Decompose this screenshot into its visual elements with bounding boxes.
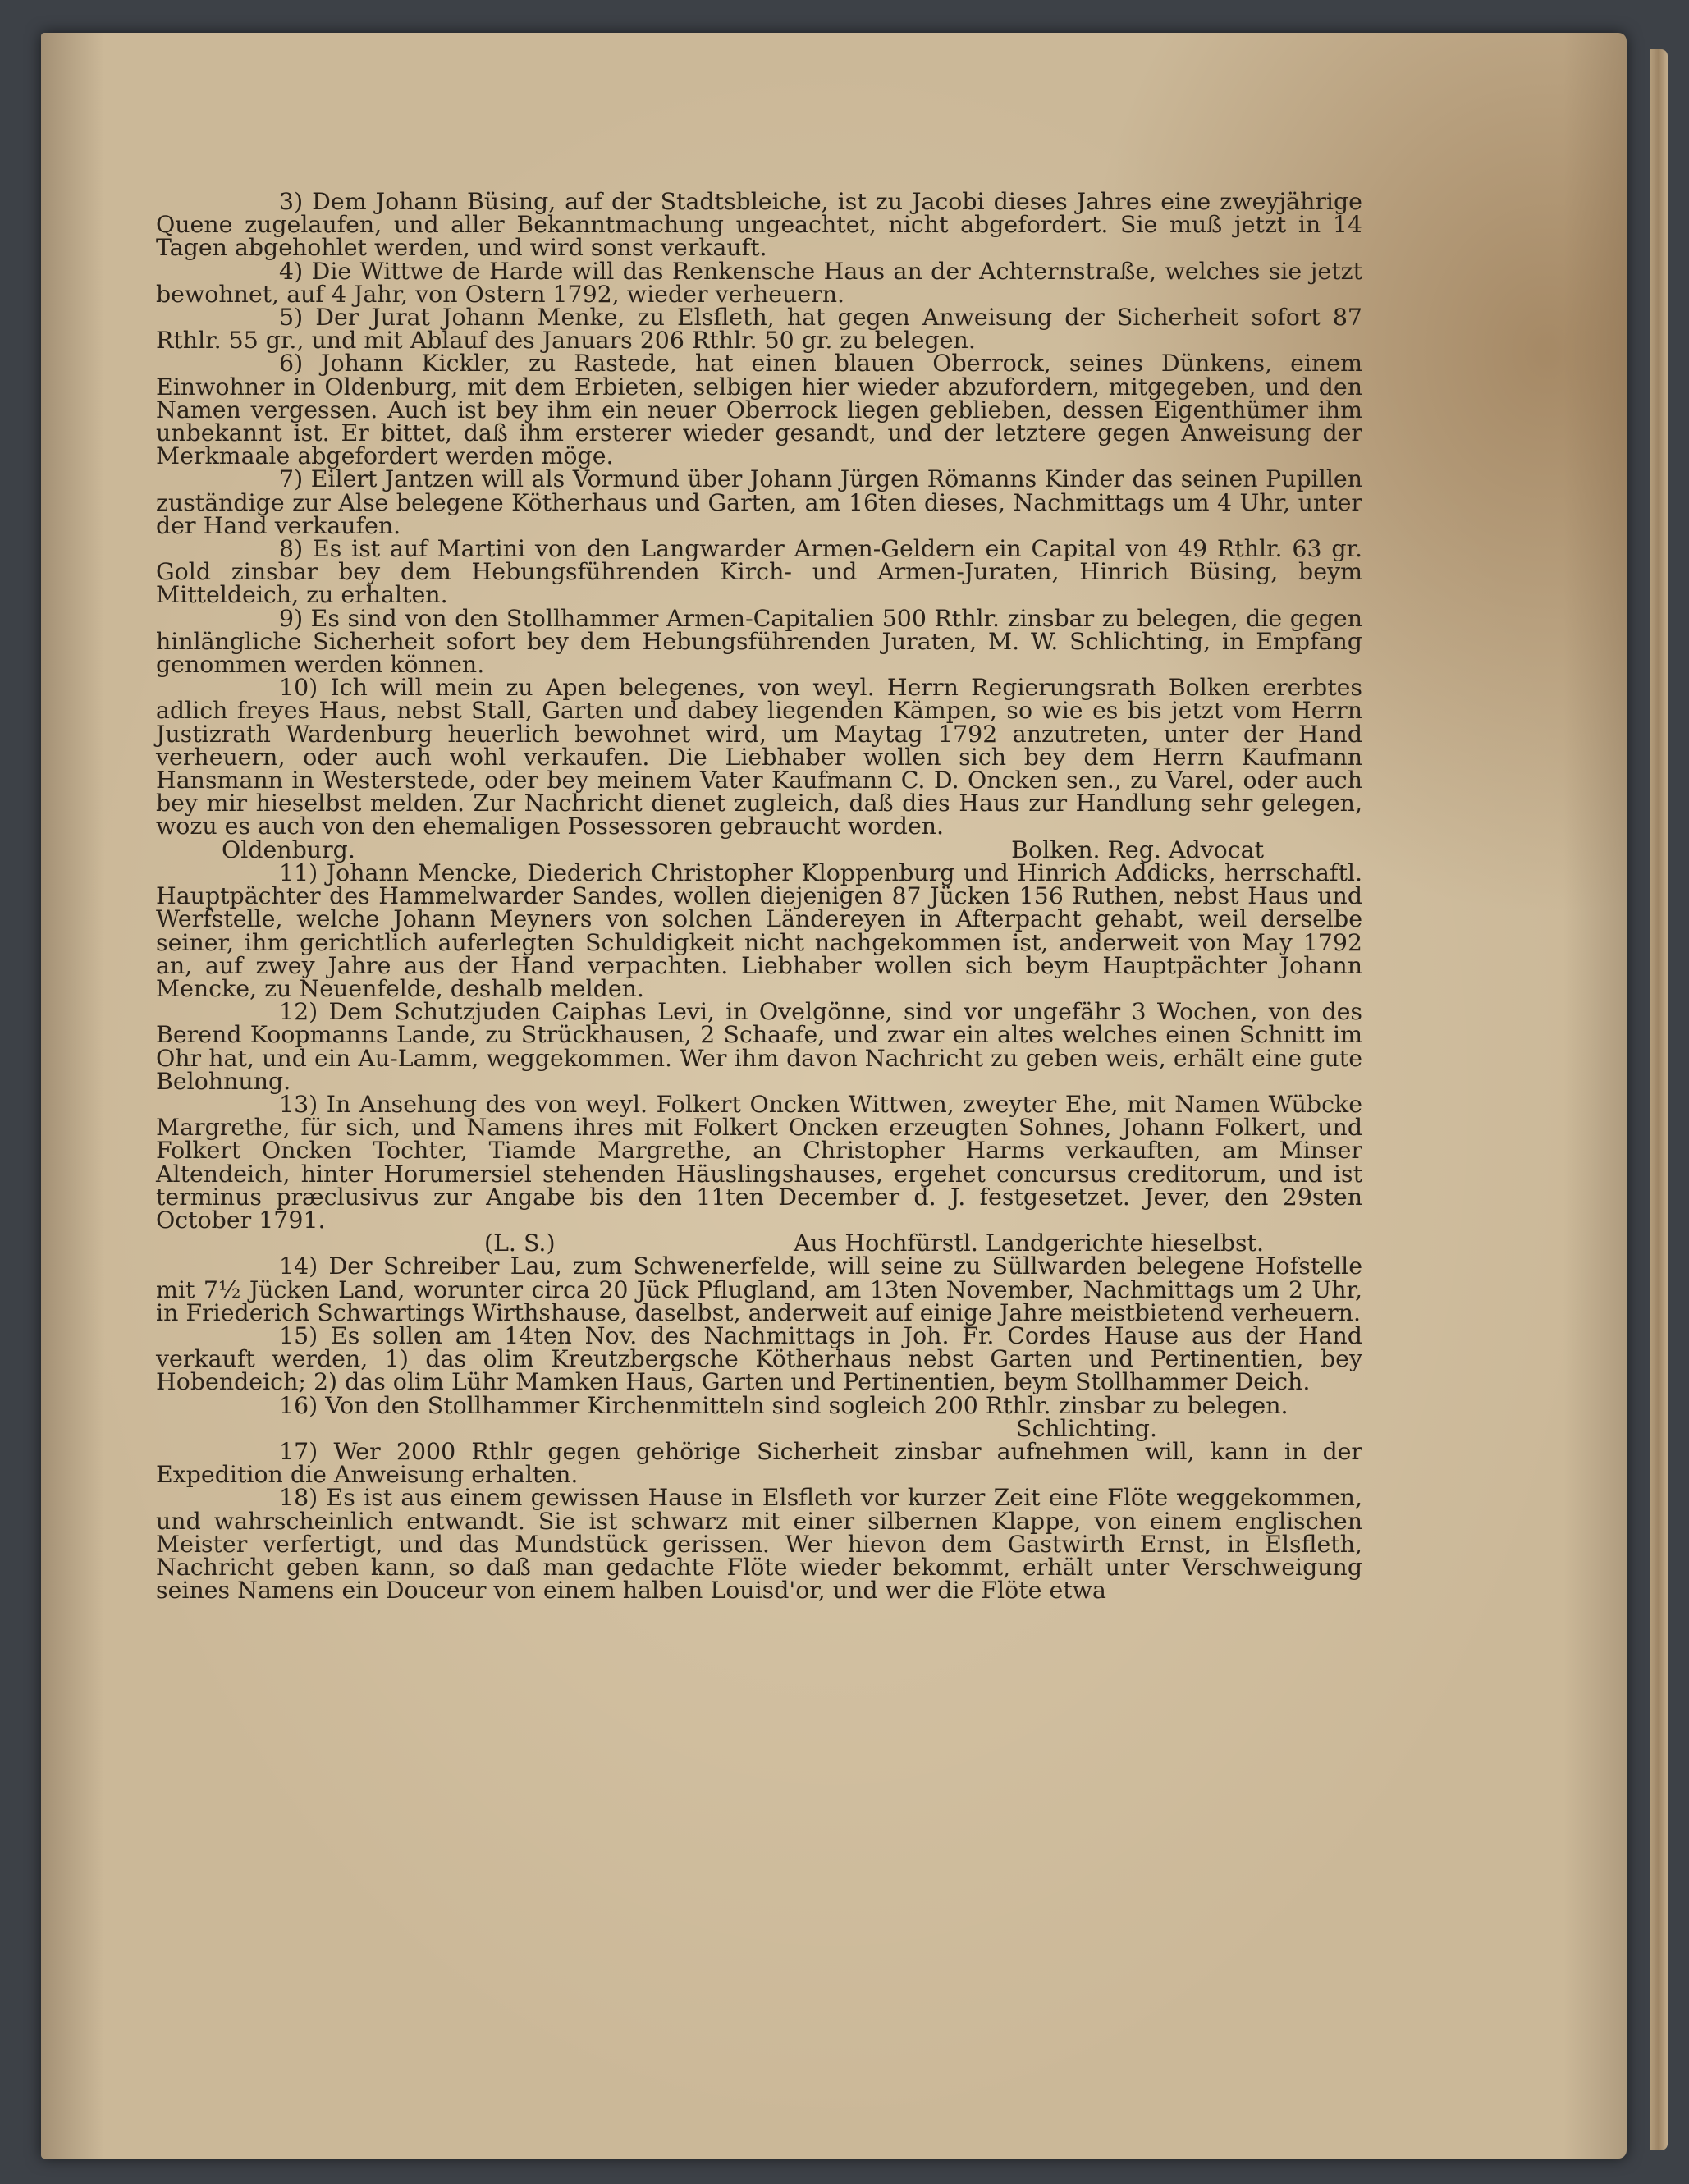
signature-place: Oldenburg. <box>222 836 355 863</box>
notice-paragraph-12: 12) Dem Schutzjuden Caiphas Levi, in Ovelgönne, sind vor ungefähr 3 Wochen, von des Berend Koopmanns Lande, zu Strückhausen, 2 Schaafe, und zwar ein altes welches einen Schnitt im Ohr hat, und ein Au-Lamm, weggekommen. Wer ihm davon Nachricht zu geben weis, erhält eine gute Belohnung. <box>156 998 1362 1095</box>
signature-name: Bolken. Reg. Advocat <box>1011 836 1264 863</box>
notice-paragraph-14: 14) Der Schreiber Lau, zum Schwenerfelde, will seine zu Süllwarden belegene Hofstelle mit 7½ Jücken Land, worunter circa 20 Jück Pflugland, am 13ten November, Nachmittags um 2 Uhr, in Friederich Schwartings Wirthshause, daselbst, anderweit auf einige Jahre meistbietend verheuern. <box>156 1252 1362 1326</box>
notice-paragraph-9: 9) Es sind von den Stollhammer Armen-Capitalien 500 Rthlr. zinsbar zu belegen, die gegen hinlängliche Sicherheit sofort bey dem Hebungsführenden Juraten, M. W. Schlichting, in Empfang genommen werden können. <box>156 604 1362 679</box>
notice-text-block <box>156 188 1362 1605</box>
notice-paragraph-4: 4) Die Wittwe de Harde will das Renkensche Haus an der Achternstraße, welches sie jetzt bewohnet, auf 4 Jahr, von Ostern 1792, wieder verheuern. <box>156 257 1362 308</box>
notice-paragraph-3: 3) Dem Johann Büsing, auf der Stadtsbleiche, ist zu Jacobi dieses Jahres eine zweyjährige Quene zugelaufen, und aller Bekanntmachung ungeachtet, nicht abgefordert. Sie muß jetzt in 14 Tagen abgehohlet werden, und wird sonst verkauft. <box>156 188 1362 262</box>
seal-mark: (L. S.) <box>484 1229 556 1257</box>
notice-paragraph-7: 7) Eilert Jantzen will als Vormund über Johann Jürgen Römanns Kinder das seinen Pupillen zuständige zur Alse belegene Kötherhaus und Garten, am 16ten dieses, Nachmittags um 4 Uhr, unter der Hand verkaufen. <box>156 465 1362 539</box>
notice-paragraph-13: 13) In Ansehung des von weyl. Folkert Oncken Wittwen, zweyter Ehe, mit Namen Wübcke Margrethe, für sich, und Namens ihres mit Folkert Oncken erzeugten Sohnes, Johann Folkert, und Folkert Oncken Tochter, Tiamde Margrethe, an Christopher Harms verkauften, am Minser Altendeich, hinter Horumersiel stehenden Häuslingshauses, ergehet concursus creditorum, und ist terminus præclusivus zur Angabe bis den 11ten December d. J. festgesetzet. Jever, den 29sten October 1791. <box>156 1090 1362 1234</box>
signature-line-16 <box>156 1414 1362 1442</box>
page-edge <box>1650 49 1668 2150</box>
notice-paragraph-6: 6) Johann Kickler, zu Rastede, hat einen blauen Oberrock, seines Dünkens, einem Einwohner in Oldenburg, mit dem Erbieten, selbigen hier wieder abzufordern, mitgegeben, und den Namen vergessen. Auch ist bey ihm ein neuer Oberrock liegen geblieben, dessen Eigenthümer ihm unbekannt ist. Er bittet, daß ihm ersterer wieder gesandt, und der letztere gegen Anweisung der Merkmaale abgefordert werden möge. <box>156 350 1362 470</box>
signature-line-13 <box>156 1229 1362 1257</box>
notice-paragraph-11: 11) Johann Mencke, Diederich Christopher Kloppenburg und Hinrich Addicks, herrschaftl. Hauptpächter des Hammelwarder Sandes, wollen diejenigen 87 Jücken 156 Ruthen, nebst Haus und Werfstelle, welche Johann Meyners von solchen Ländereyen in Afterpacht gehabt, weil derselbe seiner, ihm gerichtlich auferlegten Schuldigkeit nicht nachgekommen ist, anderweit von May 1792 an, auf zwey Jahre aus der Hand verpachten. Liebhaber wollen sich beym Hauptpächter Johann Mencke, zu Neuenfelde, deshalb melden. <box>156 858 1362 1002</box>
notice-paragraph-8: 8) Es ist auf Martini von den Langwarder Armen-Geldern ein Capital von 49 Rthlr. 63 gr. Gold zinsbar bey dem Hebungsführenden Kirch- und Armen-Juraten, Hinrich Büsing, beym Mitteldeich, zu erhalten. <box>156 535 1362 609</box>
signature-name: Schlichting. <box>1016 1414 1157 1442</box>
notice-paragraph-16: 16) Von den Stollhammer Kirchenmitteln sind sogleich 200 Rthlr. zinsbar zu belegen. <box>279 1391 1288 1419</box>
notice-paragraph-15: 15) Es sollen am 14ten Nov. des Nachmittags in Joh. Fr. Cordes Hause aus der Hand verkauft werden, 1) das olim Kreutzbergsche Kötherhaus nebst Garten und Pertinentien, bey Hobendeich; 2) das olim Lühr Mamken Haus, Garten und Pertinentien, beym Stollhammer Deich. <box>156 1321 1362 1396</box>
notice-paragraph-10: 10) Ich will mein zu Apen belegenes, von weyl. Herrn Regierungsrath Bolken ererbtes adlich freyes Haus, nebst Stall, Garten und dabey liegenden Kämpen, so wie es bis jetzt vom Herrn Justizrath Wardenburg heuerlich bewohnet wird, um Maytag 1792 anzutreten, unter der Hand verheuern, oder auch wohl verkaufen. Die Liebhaber wollen sich bey dem Herrn Kaufmann Hansmann in Westerstede, oder bey meinem Vater Kaufmann C. D. Oncken sen., zu Varel, oder auch bey mir hieselbst melden. Zur Nachricht dienet zugleich, daß dies Haus zur Handlung sehr gelegen, wozu es auch von den ehemaligen Possessoren gebraucht worden. <box>156 674 1362 840</box>
signature-line-10 <box>156 836 1362 863</box>
notice-paragraph-17: 17) Wer 2000 Rthlr gegen gehörige Sicherheit zinsbar aufnehmen will, kann in der Expedition die Anweisung erhalten. <box>156 1437 1362 1489</box>
notice-paragraph-5: 5) Der Jurat Johann Menke, zu Elsfleth, hat gegen Anweisung der Sicherheit sofort 87 Rthlr. 55 gr., und mit Ablauf des Januars 206 Rthlr. 50 gr. zu belegen. <box>156 304 1362 355</box>
notice-paragraph-18: 18) Es ist aus einem gewissen Hause in Elsfleth vor kurzer Zeit eine Flöte weggekommen, und wahrscheinlich entwandt. Sie ist schwarz mit einer silbernen Klappe, von einem englischen Meister verfertigt, und das Mundstück gerissen. Wer hievon dem Gastwirth Ernst, in Elsfleth, Nachricht geben kann, so daß man gedachte Flöte wieder bekommt, erhält unter Verschweigung seines Namens ein Douceur von einem halben Louisd'or, und wer die Flöte etwa <box>156 1484 1362 1605</box>
signature-authority: Aus Hochfürstl. Landgerichte hieselbst. <box>794 1229 1264 1257</box>
